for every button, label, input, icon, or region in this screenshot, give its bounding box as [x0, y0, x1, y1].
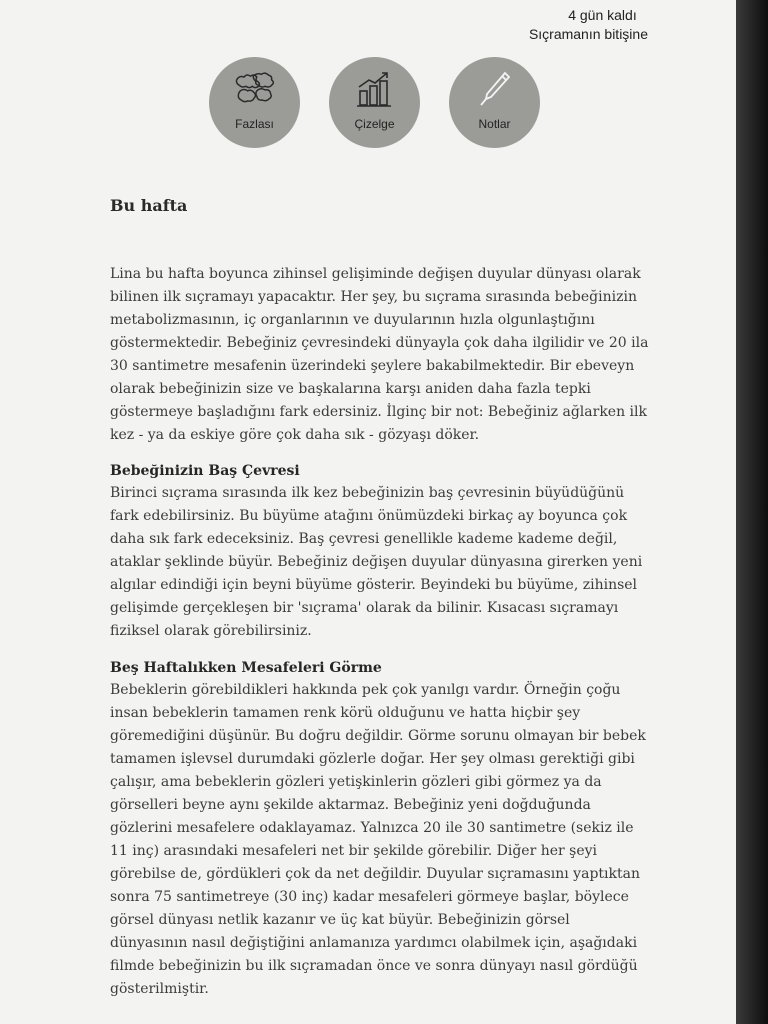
- section-body-vision: Bebeklerin görebildikleri hakkında pek çok yanılgı vardır. Örneğin çoğu insan bebeklerin tamamen renk körü olduğunu ve hatta hiçbir şey göremediğini düşünür. Bu doğru değildir. Görme sorunu olmayan bir bebek tamamen işlevsel durumdaki gözlerle doğar. Her şey olması gerektiği gibi çalışır, ama bebeklerin gözleri yetişkinlerin gözleri gibi görmez ya da görselleri beyne aynı şekilde aktarmaz. Bebeğiniz yeni doğduğunda gözlerini mesafelere odaklayamaz. Yalnızca 20 ile 30 santimetre (sekiz ile 11 inç) arasındaki mesafeleri net bir şekilde görebilir. Diğer her şeyi görebilse de, gördükleri çok da net değildir. Duyular sıçramasını yaptıktan sonra 75 santimetreye (30 inç) kadar mesafeleri görmeye başlar, böylece görsel dünyası netlik kazanır ve üç kat büyür. Bebeğinizin görsel dünyasının nasıl değiştiğini anlamanıza yardımcı olabilmek için, aşağıdaki filmde bebeğinizin bu ilk sıçramadan önce ve sonra dünyayı nasıl gördüğü gösterilmiştir.: [110, 682, 646, 997]
- pen-icon: [473, 69, 517, 109]
- chart-icon: [353, 69, 397, 109]
- intro-paragraph: Lina bu hafta boyunca zihinsel gelişiminde değişen duyular dünyası olarak bilinen ilk sıçramayı yapacaktır. Her şey, bu sıçrama sırasında bebeğinizin metabolizmasının, iç organlarının ve duyularının hızla olgunlaştığını göstermektedir. Bebeğiniz çevresindeki dünyayla çok daha ilgilidir ve 20 ila 30 santimetre mesafenin üzerindeki şeylere bakabilmektedir. Bir ebeveyn olarak bebeğinizin size ve başkalarına karşı aniden daha fazla tepki göstermeye başladığını fark edersiniz. İlginç bir not: Bebeğiniz ağlarken ilk kez - ya da eskiye göre çok daha sık - gözyaşı döker.: [110, 266, 649, 443]
- chart-button[interactable]: [329, 57, 420, 148]
- section-head-vision: Beş Haftalıkken Mesafeleri Görme: [110, 660, 382, 676]
- nav-label-more: Fazlası: [235, 117, 274, 131]
- nav-label-notes: Notlar: [478, 117, 511, 131]
- article: [110, 196, 650, 1014]
- countdown-caption: Sıçramanın bitişine: [528, 26, 648, 42]
- notes-button[interactable]: [449, 57, 540, 148]
- article-title: Bu hafta: [110, 196, 188, 215]
- section-body-circumference: Birinci sıçrama sırasında ilk kez bebeğinizin baş çevresinin büyüdüğünü fark edebilirsiniz. Bu büyüme atağını önümüzdeki birkaç ay boyunca çok daha sık fark edeceksiniz. Baş çevresi genellikle kademe kademe değil, ataklar şeklinde büyür. Bebeğiniz değişen duyular dünyasına girerken yeni algılar edindiği için beyni büyüme gösterir. Beyindeki bu büyüme, zihinsel gelişimde gerçekleşen bir 'sıçrama' olarak da bilinir. Kısacası sıçramayı fiziksel olarak görebilirsiniz.: [110, 485, 643, 639]
- top-nav: [209, 57, 540, 148]
- more-button[interactable]: [209, 57, 300, 148]
- puzzle-icon: [233, 69, 277, 109]
- nav-label-chart: Çizelge: [354, 117, 395, 131]
- leap-countdown: [529, 6, 648, 44]
- countdown-days: 4 gün kaldı: [568, 7, 637, 23]
- section-head-circumference: Bebeğinizin Baş Çevresi: [110, 463, 300, 479]
- device-bezel: [736, 0, 768, 1024]
